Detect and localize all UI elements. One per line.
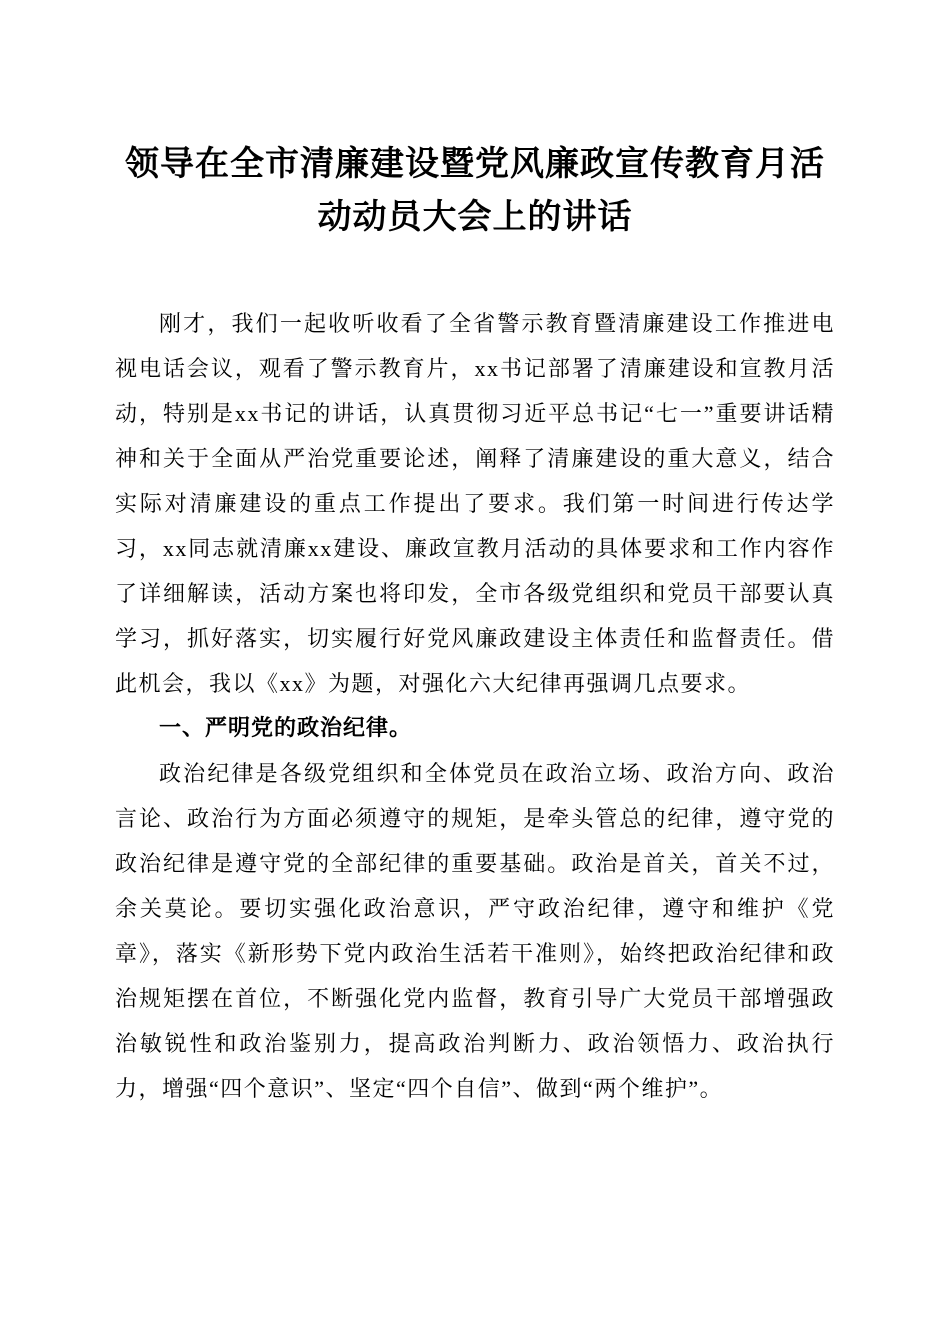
paragraph-section-1-body: 政治纪律是各级党组织和全体党员在政治立场、政治方向、政治言论、政治行为方面必须遵守的规矩，是牵头管总的纪律，遵守党的政治纪律是遵守党的全部纪律的重要基础。政治是首关，首关不过，余关莫论。要切实强化政治意识，严守政治纪律，遵守和维护《党章》，落实《新形势下党内政治生活若干准则》，始终把政治纪律和政治规矩摆在首位，不断强化党内监督，教育引导广大党员干部增强政治敏锐性和政治鉴别力，提高政治判断力、政治领悟力、政治执行力，增强“四个意识”、坚定“四个自信”、做到“两个维护”。	[115, 761, 835, 1102]
section-heading-1: 一、严明党的政治纪律。	[159, 716, 413, 742]
document-title-line-1: 领导在全市清廉建设暨党风廉政宣传教育月活	[125, 144, 825, 184]
document-body	[115, 301, 835, 1111]
document-title-line-2: 动动员大会上的讲话	[317, 196, 633, 237]
document-title	[115, 138, 835, 243]
paragraph-intro: 刚才，我们一起收听收看了全省警示教育暨清廉建设工作推进电视电话会议，观看了警示教育片，xx书记部署了清廉建设和宣教月活动，特别是xx书记的讲话，认真贯彻习近平总书记“七一”重要讲话精神和关于全面从严治党重要论述，阐释了清廉建设的重大意义，结合实际对清廉建设的重点工作提出了要求。我们第一时间进行传达学习，xx同志就清廉xx建设、廉政宣教月活动的具体要求和工作内容作了详细解读，活动方案也将印发，全市各级党组织和党员干部要认真学习，抓好落实，切实履行好党风廉政建设主体责任和监督责任。借此机会，我以《xx》为题，对强化六大纪律再强调几点要求。	[115, 311, 835, 697]
